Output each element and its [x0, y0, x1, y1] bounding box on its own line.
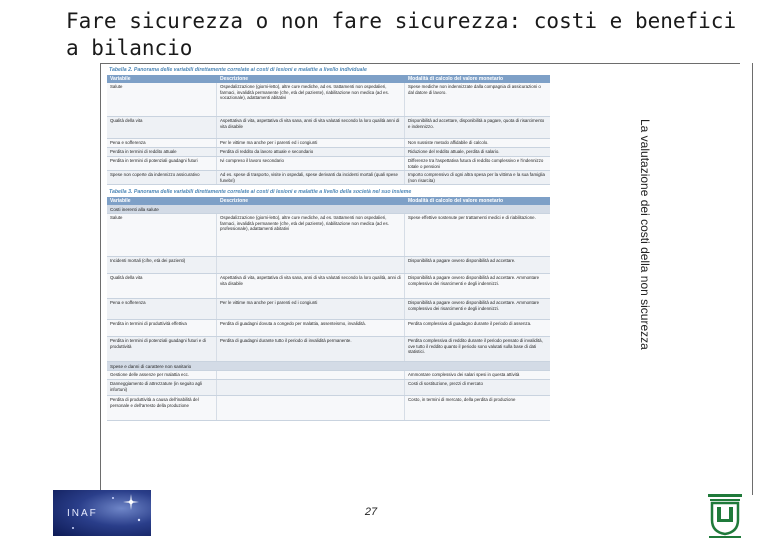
cell-calc: Disponibilità a pagare ovvero disponibilità ad accettare. Ammontare complessivo dei risarcimenti e degli indennizzi.	[408, 300, 540, 311]
slide-title: Fare sicurezza o non fare sicurezza: costi e benefici a bilancio	[66, 9, 737, 60]
table-row	[107, 139, 550, 148]
cell-variable: Danneggiamento di attrezzature (in seguito agli infortuni)	[107, 380, 217, 395]
table3-header	[107, 197, 550, 205]
cell-calc: Spese mediche non indennizzate dalla compagnia di assicurazioni o dal datore di lavoro.	[408, 84, 541, 95]
cell-variable: Perdita in termini di potenziali guadagni futuri e di produttività	[107, 337, 217, 361]
cell-description: Aspettativa di vita, aspettativa di vita sana, anni di vita valutati secondo la loro qualità anni di vita disabile	[217, 117, 405, 138]
cell-description	[217, 396, 405, 420]
cell-variable: Qualità della vita	[107, 117, 217, 138]
table-row	[107, 257, 550, 274]
cell-variable: Salute	[107, 214, 217, 256]
cell-variable: Qualità della vita	[107, 274, 217, 298]
cell-variable: Perdita in termini di reddito attuale	[107, 148, 217, 156]
cell-variable: Perdita in termini di potenziali guadagni futuri	[107, 157, 217, 170]
table2-header-description: Descrizione	[220, 76, 249, 82]
table-row	[107, 83, 550, 117]
frame-divider-left	[100, 63, 101, 495]
table-row	[107, 371, 550, 380]
cell-calc: Perdita complessiva di reddito durante il periodo pensato di invalidità, ove tutto il reddito quanto il periodo sono valutati sulla base di dati statistici.	[408, 338, 543, 355]
cell-variable: Pena e sofferenza	[107, 139, 217, 147]
cell-variable: Pena e sofferenza	[107, 299, 217, 319]
table3-header-description: Descrizione	[220, 198, 249, 204]
table-row	[107, 320, 550, 337]
cell-description: Ad es. spese di trasporto, visite in ospedali, spese derivanti da incidenti mortali (quali spese funebri)	[217, 171, 405, 184]
table-row	[107, 117, 550, 139]
cell-variable: Perdita in termini di produttività effettiva	[107, 320, 217, 336]
cell-calc: Spese effettive sostenute per trattamenti medici e di riabilitazione.	[408, 215, 536, 220]
page-number: 27	[364, 506, 378, 518]
scanned-tables	[107, 66, 550, 498]
cell-description: Per le vittime ma anche per i parenti ed i congiunti	[217, 299, 405, 319]
inaf-logo-text: INAF	[67, 508, 98, 519]
table-row	[107, 337, 550, 362]
cell-calc: Non sussiste metodo affidabile di calcolo.	[408, 140, 489, 145]
cell-description: Aspettativa di vita, aspettativa di vita sana, anni di vita valutati secondo la loro qualità, anni di vita disabile	[217, 274, 405, 298]
inaf-logo	[53, 490, 151, 536]
table-row	[107, 380, 550, 396]
cell-description: Ospedalizzazione (giorni-letto), altre cure mediche, ad es. trattamenti non ospedalieri, farmaci, invalidità permanente (cfre, età del paziente), riabilitazione non medica (ad es. vocazionale), adattamenti abitativi	[217, 83, 405, 116]
table2-header	[107, 75, 550, 83]
cell-calc: Riduzione del reddito attuale, perdita di salario.	[408, 149, 500, 154]
table3-section-nonhealth: Spese e danni di carattere non sanitario	[107, 362, 550, 371]
table2-header-calc: Modalità di calcolo del valore monetario	[408, 76, 504, 82]
table-row	[107, 171, 550, 185]
cell-calc: Disponibilità a pagare ovvero disponibilità ad accettare. Ammontare complessivo dei risarcimenti e degli indennizzi.	[408, 275, 540, 286]
cell-variable: Perdita di produttività a causa dell'inabilità del personale e dell'arresto della produzione	[107, 396, 217, 420]
cell-calc: Costo, in termini di mercato, della perdita di produzione	[408, 397, 516, 402]
cell-description: Per le vittime ma anche per i parenti ed i congiunti	[217, 139, 405, 147]
cell-description: Ospedalizzazione (giorni-letto), altre cure mediche, ad es. trattamenti non ospedalieri, farmaci, invalidità permanente (cfre, età del paziente), riabilitazione non medica (ad es. professionale), adattamenti abitativi	[217, 214, 405, 256]
cell-calc: Disponibilità a pagare ovvero disponibilità ad accettare.	[408, 258, 516, 263]
table-row	[107, 214, 550, 257]
cell-description: Perdita di guadagni durante tutto il periodo di invalidità permanente.	[217, 337, 405, 361]
table3-section-health: Costi inerenti alla salute	[107, 205, 550, 214]
cell-calc: Importo comprensivo di ogni altra spesa per la vittima e la sua famiglia (non risarcita)	[408, 172, 545, 183]
cell-calc: Disponibilità ad accettare, disponibilità a pagare, quota di risarcimento e indennizzo.	[408, 118, 545, 129]
table2-title: Tabella 2. Panorama delle variabili direttamente correlate ai costi di lesioni e malattie a livello individuale	[109, 67, 367, 73]
table-row	[107, 396, 550, 421]
university-emblem	[705, 490, 745, 540]
cell-calc: Costi di sostituzione, prezzi di mercato	[408, 381, 483, 386]
cell-variable: Gestione delle assenze per malattia ecc.	[107, 371, 217, 379]
cell-description	[217, 380, 405, 395]
cell-calc: Differenze tra l'aspettativa futura di reddito complessivo e l'indennizzo totale o pensioni	[408, 158, 544, 169]
cell-description	[217, 371, 405, 379]
cell-variable: Spese non coperte da indennizzo assicurativo	[107, 171, 217, 184]
table2-header-variable: Variabile	[110, 76, 131, 82]
table3-header-calc: Modalità di calcolo del valore monetario	[408, 198, 504, 204]
table3-body-nonhealth	[107, 371, 550, 421]
cell-calc: Ammontare complessivo dei salari spesi in questa attività	[408, 372, 520, 377]
frame-divider-top	[100, 63, 740, 64]
cell-description: Perdita di guadagni dovuta a congedo per malattia, assenteismo, invalidità.	[217, 320, 405, 336]
side-label: La valutazione dei costi della non sicurezza	[638, 119, 652, 350]
table-row	[107, 148, 550, 157]
cell-variable: Incidenti mortali (cifre, età dei pazienti)	[107, 257, 217, 273]
table-row	[107, 299, 550, 320]
cell-calc: Perdita complessiva di guadagno durante il periodo di assenza.	[408, 321, 532, 326]
table3-header-variable: Variabile	[110, 198, 131, 204]
table-row	[107, 274, 550, 299]
frame-divider-right	[752, 63, 753, 495]
table3-body-health	[107, 214, 550, 362]
cell-variable: Salute	[107, 83, 217, 116]
cell-description	[217, 257, 405, 273]
cell-description: Perdita di reddito da lavoro attuale e secondario	[217, 148, 405, 156]
cell-description: Ivi compreso il lavoro secondario	[217, 157, 405, 170]
table2-body	[107, 83, 550, 185]
table3-title: Tabella 3. Panorama delle variabili direttamente correlate ai costi di lesioni e malattie a livello della società nel suo insieme	[109, 189, 412, 195]
table-row	[107, 157, 550, 171]
